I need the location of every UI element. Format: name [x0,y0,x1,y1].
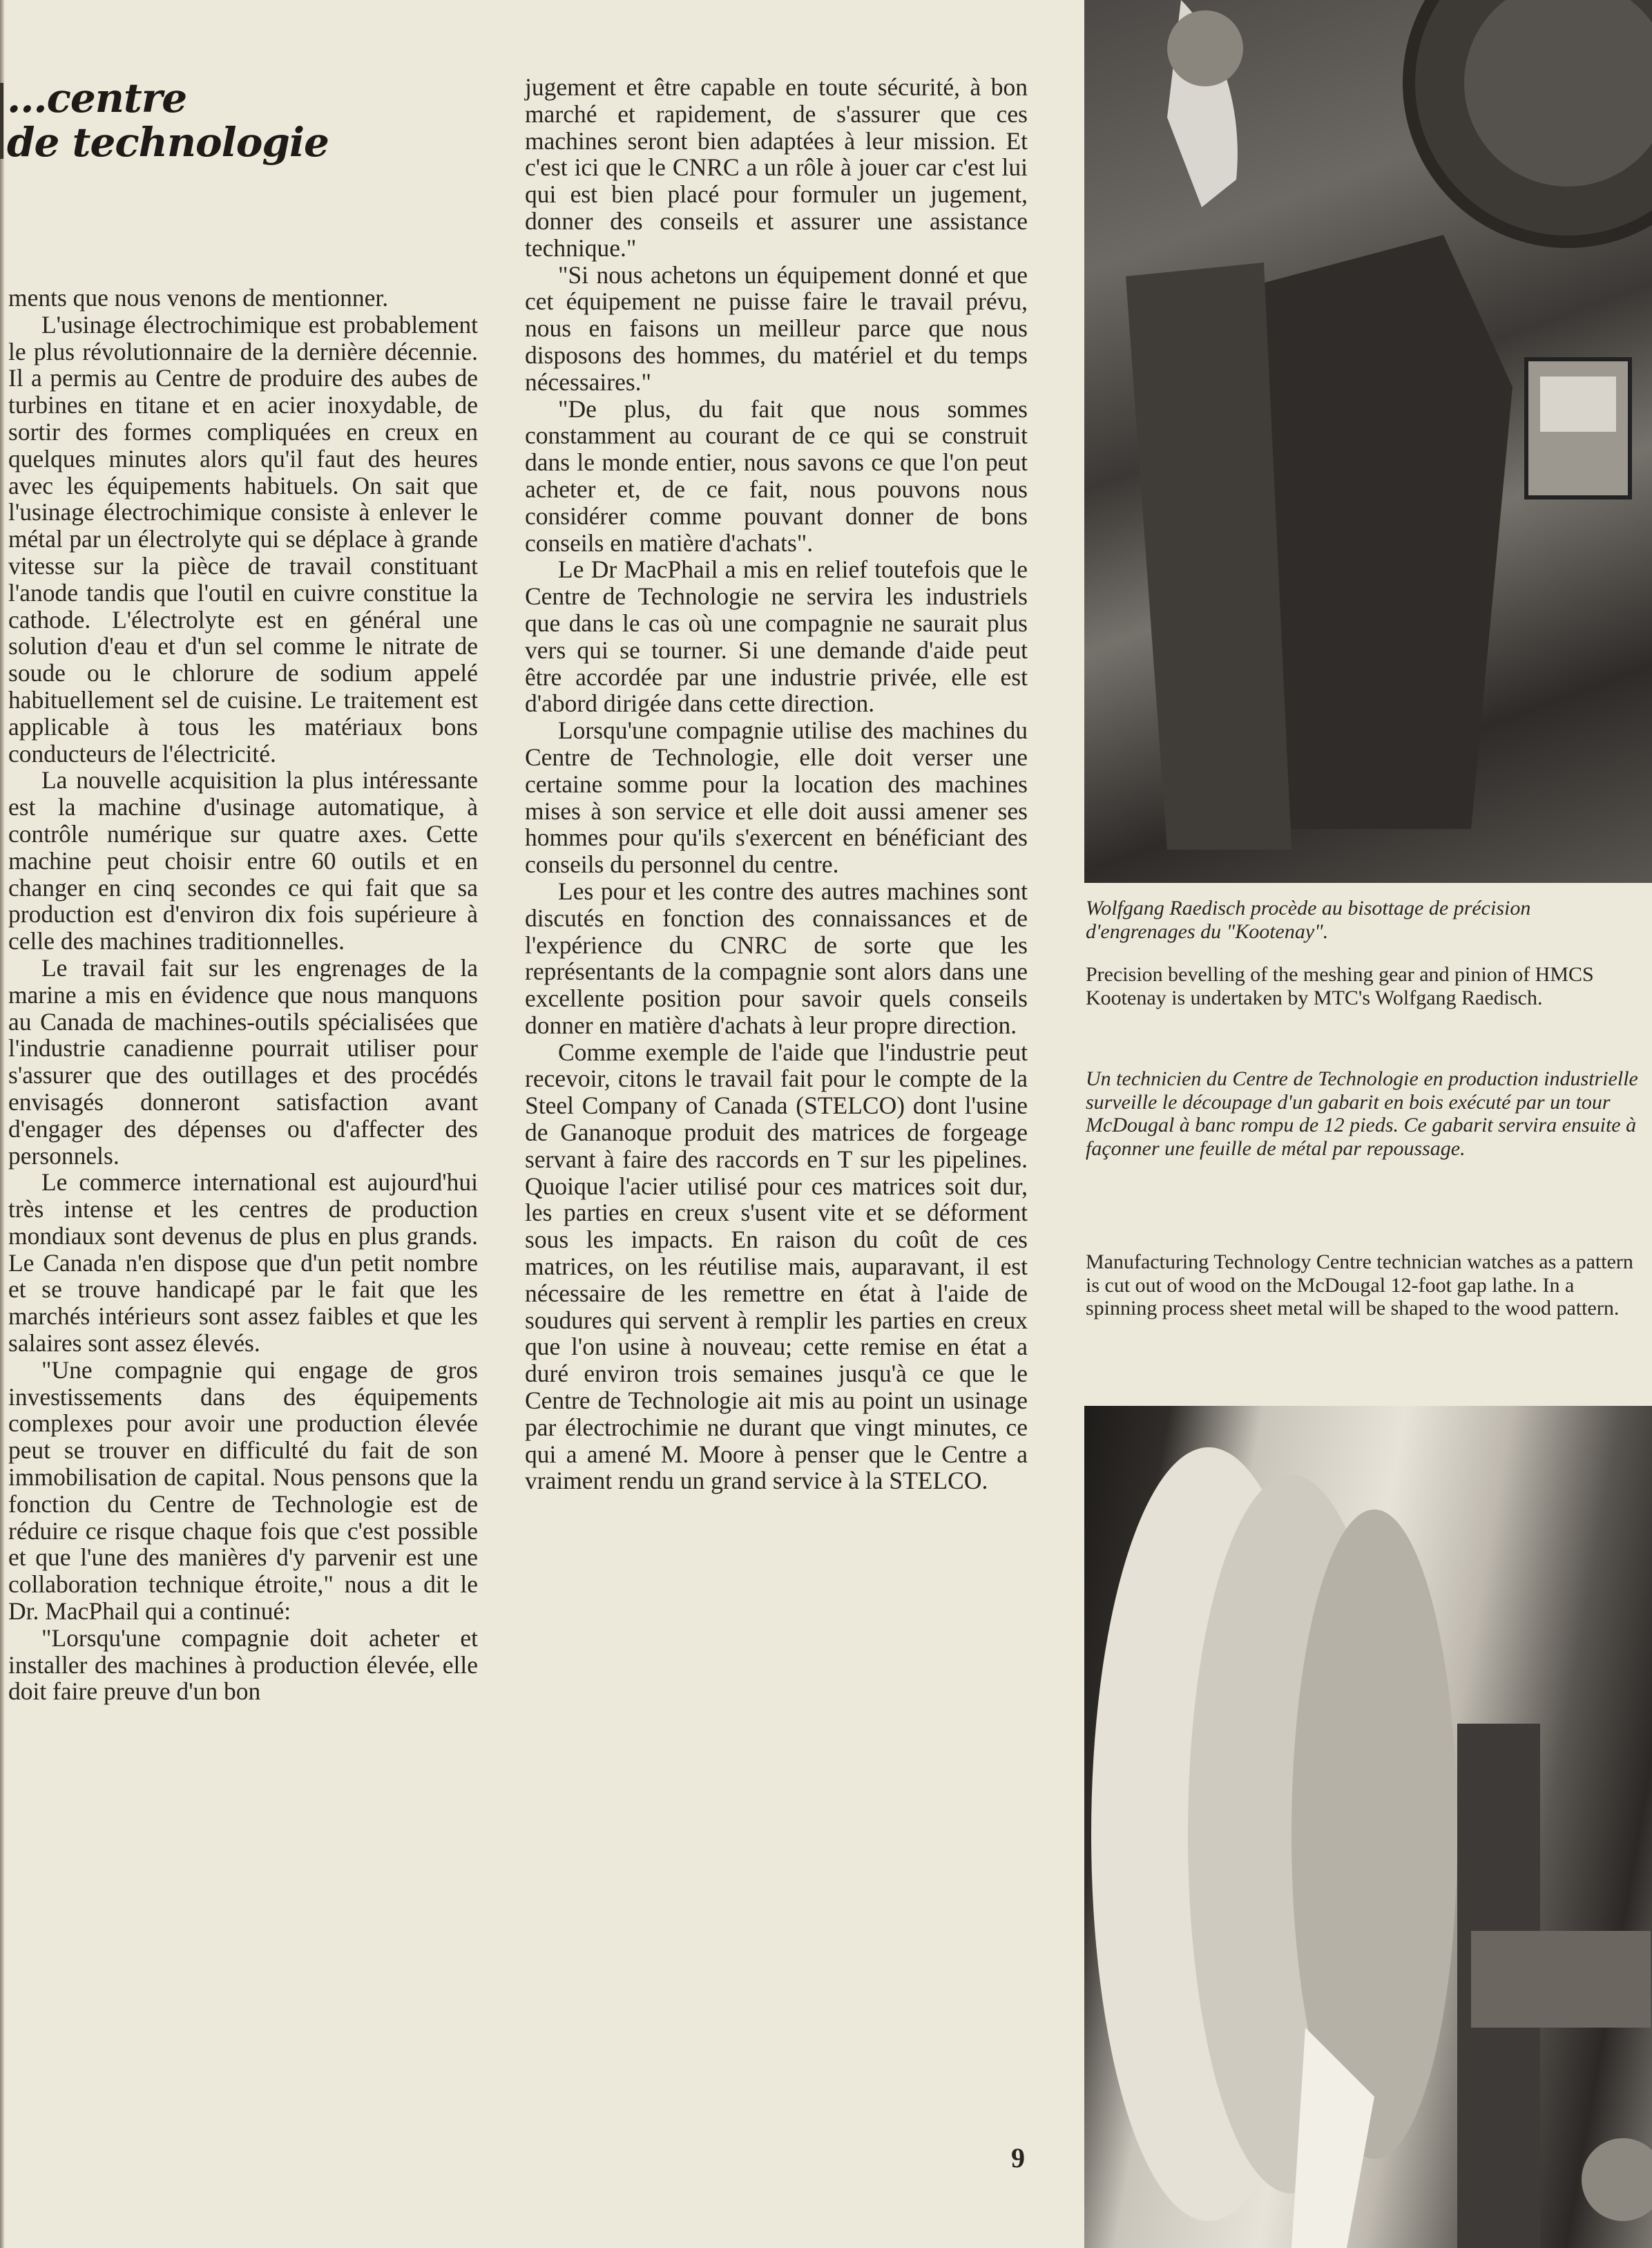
photo-gear-illustration [1084,0,1652,883]
paragraph: jugement et être capable en toute sécurité, à bon marché et rapidement, de s'assurer que ces machines seront bien adaptées à leur mission. Et c'est ici que le CNRC a un rôle à jouer car c'est lui qui est bien placé pour formuler un jugement, donner des conseils et assurer une assistance technique." [525,73,1028,262]
title-line-1: ...centre [7,75,187,122]
paragraph: "Une compagnie qui engage de gros investissements dans des équipements complexes pour avoir une production élevée peut se trouver en difficulté du fait de son immobilisation de capital. Nous pensons que la fonction du Centre de Technologie est de réduire ce risque chaque fois que c'est possible et que l'une des manières d'y parvenir est une collaboration technique étroite," nous a dit le Dr. MacPhail qui a continué: [8,1355,478,1626]
photo-gear-bevelling [1084,0,1652,883]
text-column-2 [525,74,1028,1494]
caption-photo1-fr: Wolfgang Raedisch procède au bisottage de précision d'engrenages du "Kootenay". [1086,897,1531,943]
caption-photo1-en: Precision bevelling of the meshing gear and pinion of HMCS Kootenay is undertaken by MTC's Wolfgang Raedisch. [1086,963,1594,1009]
paragraph: "De plus, du fait que nous sommes constamment au courant de ce qui se construit dans le monde entier, nous savons ce que l'on peut acheter et, de ce fait, nous pouvons nous considérer comme pouvant donner de bons conseils en matière d'achats". [525,394,1028,557]
photo-lathe-illustration [1084,1406,1652,2248]
paragraph: La nouvelle acquisition la plus intéressante est la machine d'usinage automatique, à contrôle numérique sur quatre axes. Cette machine peut choisir entre 60 outils et en changer en cinq secondes ce qui fait que sa production est d'environ dix fois supérieure à celle des machines traditionnelles. [8,766,478,955]
paragraph: "Si nous achetons un équipement donné et que cet équipement ne puisse faire le travail prévu, nous en faisons un meilleur parce que nous disposons des hommes, du matériel et du temps nécessaires." [525,260,1028,396]
paragraph: Lorsqu'une compagnie utilise des machines du Centre de Technologie, elle doit verser une certaine somme pour la location des machines mises à son service et elle doit aussi amener ses hommes pour qu'ils s'exercent en bénéficiant des conseils du personnel du centre. [525,716,1028,879]
page-edge [0,0,4,2248]
paragraph: L'usinage électrochimique est probablement le plus révolutionnaire de la dernière décennie. Il a permis au Centre de produire des aubes de turbines en titane et en acier inoxydable, de sortir des formes compliquées en creux en quelques minutes alors qu'il faut des heures avec les équipements habituels. On sait que l'usinage électrochimique consiste à enlever le métal par un électrolyte qui se déplace à grande vitesse sur la pièce de travail constituant l'anode tandis que l'outil en cuivre constitue la cathode. L'électrolyte est en général une solution d'eau et d'un sel comme le nitrate de soude ou le chlorure de sodium appelé habituellement sel de cuisine. Le traitement est applicable à tous les matériaux bons conducteurs de l'électricité. [8,310,478,768]
title-line-2: de technologie [7,119,329,166]
photo-lathe [1084,1406,1652,2248]
paragraph: Le travail fait sur les engrenages de la marine a mis en évidence que nous manquons au Canada de machines-outils spécialisées que l'industrie canadienne pourrait utiliser pour s'assurer que des outillages et des procédés envisagés donneront satisfaction avant d'engager des dépenses ou d'affecter des personnels. [8,953,478,1170]
page-number: 9 [1011,2142,1025,2173]
article-title [7,76,394,164]
paragraph: Le commerce international est aujourd'hui très intense et les centres de production mondiaux sont devenus de plus en plus grands. Le Canada n'en dispose que d'un petit nombre et se trouve handicapé par le fait que les marchés intérieurs sont assez faibles et que les salaires sont assez élevés. [8,1168,478,1358]
caption-photo2-en: Manufacturing Technology Centre technician watches as a pattern is cut out of wood on the McDougal 12-foot gap lathe. In a spinning process sheet metal will be shaped to the wood pattern. [1086,1250,1633,1320]
title-rule [0,83,3,159]
paragraph: Comme exemple de l'aide que l'industrie peut recevoir, citons le travail fait pour le compte de la Steel Company of Canada (STELCO) dont l'usine de Gananoque produit des matrices de forgeage servant à faire des raccords en T sur les pipelines. Quoique l'acier utilisé pour ces matrices soit dur, les parties en creux s'usent vite et se déforment sous les impacts. En raison du coût de ces matrices, on les réutilise mais, auparavant, il est nécessaire de les remettre en état à l'aide de soudures qui servent à remplir les parties en creux que l'on usine à nouveau; cette remise en état a duré environ trois semaines jusqu'à ce que le Centre de Technologie ait mis au point un usinage par électrochimie ne durant que vingt minutes, ce qui a amené M. Moore à penser que le Centre a vraiment rendu un grand service à la STELCO. [525,1038,1028,1495]
paragraph: ments que nous venons de mentionner. [8,284,389,312]
paragraph: "Lorsqu'une compagnie doit acheter et installer des machines à production élevée, elle doit faire preuve d'un bon [8,1623,478,1706]
paragraph: Les pour et les contre des autres machines sont discutés en fonction des connaissances et de l'expérience du CNRC de sorte que les représentants de la compagnie sont alors dans une excellente position pour savoir quels conseils donner en matière d'achats à leur propre direction. [525,877,1028,1039]
paragraph: Le Dr MacPhail a mis en relief toutefois que le Centre de Technologie ne servira les industriels que dans le cas où une compagnie ne saurait plus vers qui se tourner. Si une demande d'aide peut être accordée par une industrie privée, elle est d'abord dirigée dans cette direction. [525,555,1028,718]
text-column-1 [8,285,478,1705]
caption-photo2-fr: Un technicien du Centre de Technologie en production industrielle surveille le découpage d'un gabarit en bois exécuté par un tour McDougal à banc rompu de 12 pieds. Ce gabarit servira ensuite à façonner une feuille de métal par repoussage. [1086,1067,1638,1160]
